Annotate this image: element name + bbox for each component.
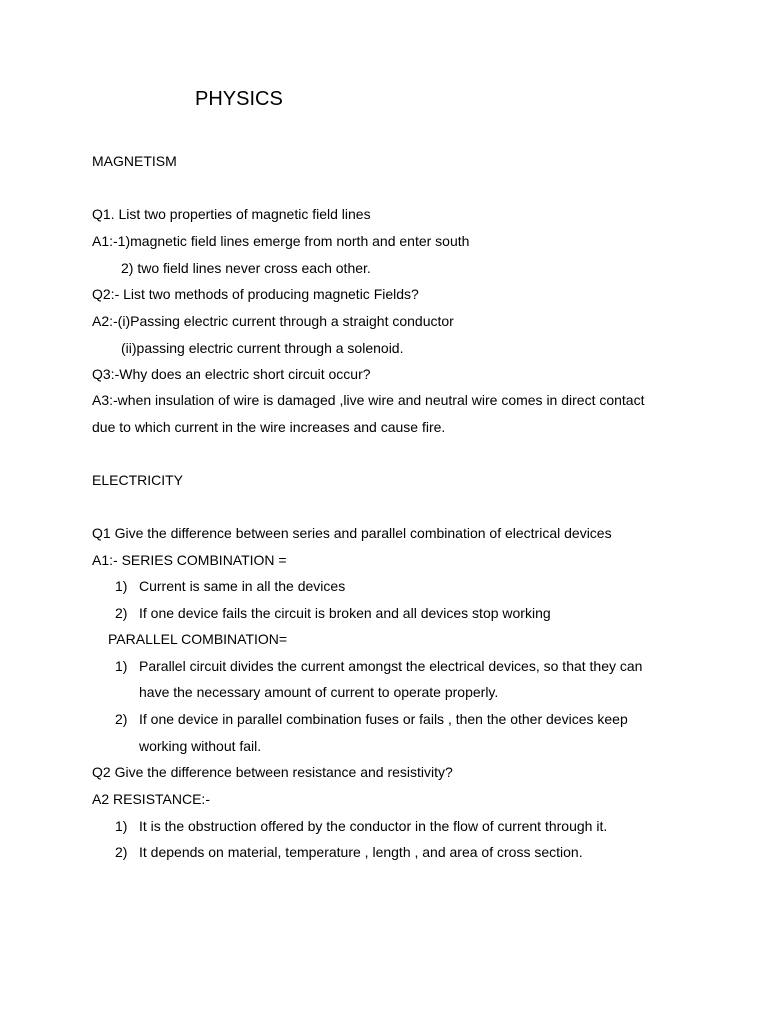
answer-3-line-1: A3:-when insulation of wire is damaged ,live wire and neutral wire comes in direct contact — [92, 392, 645, 408]
electricity-question-1: Q1 Give the difference between series and parallel combination of electrical devices — [92, 525, 612, 541]
question-2: Q2:- List two methods of producing magnetic Fields? — [92, 286, 419, 302]
series-item-1: Current is same in all the devices — [139, 578, 346, 594]
electricity-answer-1: A1:- SERIES COMBINATION = — [92, 552, 287, 568]
answer-3-line-2: due to which current in the wire increases and cause fire. — [92, 419, 446, 435]
list-number: 1) — [115, 578, 128, 594]
answer-2-line-1: A2:-(i)Passing electric current through a straight conductor — [92, 313, 454, 329]
electricity-answer-2: A2 RESISTANCE:- — [92, 791, 210, 807]
list-number: 2) — [115, 711, 128, 727]
question-1: Q1. List two properties of magnetic field lines — [92, 206, 371, 222]
question-3: Q3:-Why does an electric short circuit occur? — [92, 366, 371, 382]
answer-2-line-2: (ii)passing electric current through a solenoid. — [121, 340, 404, 356]
parallel-item-1-line-1: Parallel circuit divides the current amongst the electrical devices, so that they can — [139, 658, 643, 674]
answer-1-line-2: 2) two field lines never cross each other. — [121, 260, 371, 276]
list-number: 1) — [115, 818, 128, 834]
list-number: 1) — [115, 658, 128, 674]
parallel-item-1-line-2: have the necessary amount of current to operate properly. — [139, 684, 499, 700]
section-heading-electricity: ELECTRICITY — [92, 472, 184, 488]
page-title: PHYSICS — [195, 88, 283, 110]
electricity-question-2: Q2 Give the difference between resistance and resistivity? — [92, 764, 453, 780]
list-number: 2) — [115, 844, 128, 860]
answer-1-line-1: A1:-1)magnetic field lines emerge from north and enter south — [92, 233, 470, 249]
parallel-item-2-line-1: If one device in parallel combination fuses or fails , then the other devices keep — [139, 711, 628, 727]
resistance-item-2: It depends on material, temperature , length , and area of cross section. — [139, 844, 583, 860]
parallel-item-2-line-2: working without fail. — [139, 738, 262, 754]
list-number: 2) — [115, 605, 128, 621]
section-heading-magnetism: MAGNETISM — [92, 153, 177, 169]
parallel-heading: PARALLEL COMBINATION= — [108, 631, 288, 647]
resistance-item-1: It is the obstruction offered by the conductor in the flow of current through it. — [139, 818, 608, 834]
series-item-2: If one device fails the circuit is broken and all devices stop working — [139, 605, 551, 621]
